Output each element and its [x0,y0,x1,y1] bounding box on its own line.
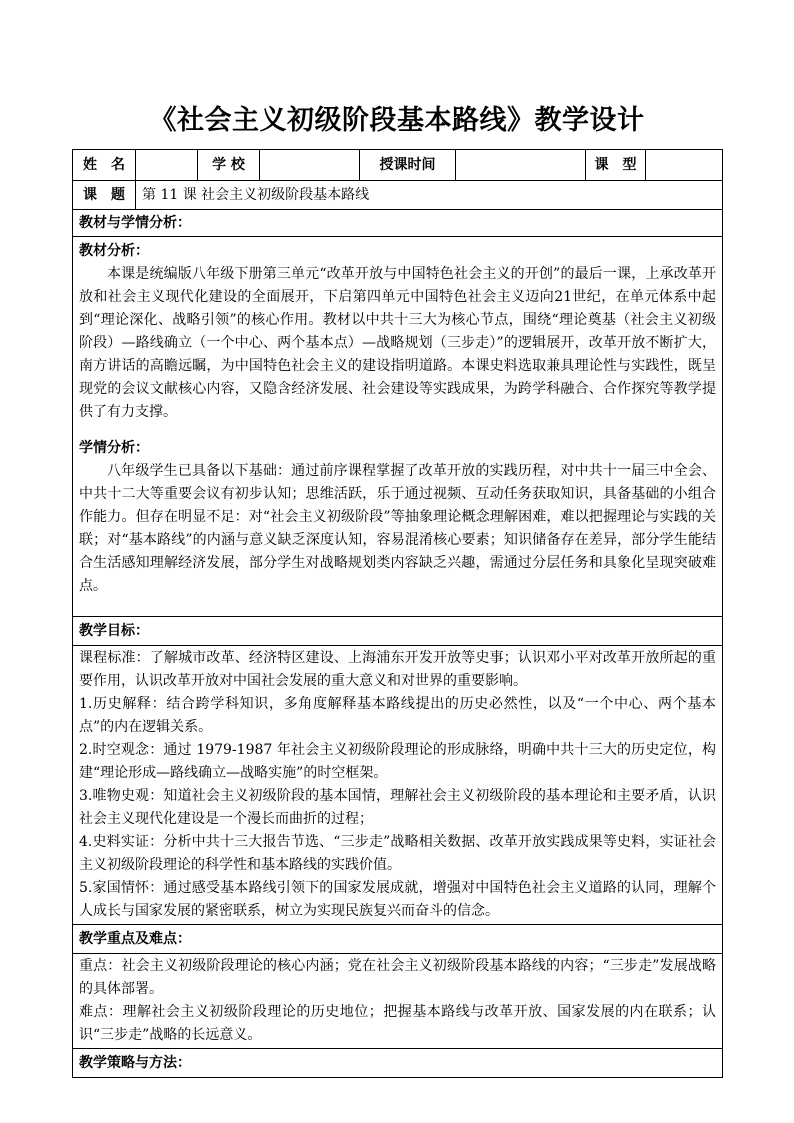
keypoints-heading-row [73,925,723,954]
name-value [136,150,198,181]
objective-patriotism: 5.家国情怀：通过感受基本路线引领下的国家发展成就，增强对中国特色社会主义道路的认同，理解个人成长与国家发展的紧密联系，树立为实现民族复兴而奋斗的信念。 [79,880,716,919]
material-analysis-text: 本课是统编版八年级下册第三单元“改革开放与中国特色社会主义的开创”的最后一课，上承改革开放和社会主义现代化建设的全面展开，下启第四单元中国特色社会主义迈向21世纪，在单元体系中起到“理论深化、战略引领”的核心作用。教材以中共十三大为核心节点，围绕“理论奠基（社会主义初级阶段）—路线确立（一个中心、两个基本点）—战略规划（三步走）”的逻辑展开，改革开放不断扩大，南方讲话的高瞻远瞩，为中国特色社会主义的建设指明道路。本课史料选取兼具理论性与实践性，既呈现党的会议文献核心内容，又隐含经济发展、社会建设等实践成果，为跨学科融合、合作探究等教学提供了有力支撑。 [79,266,716,420]
key-point-difficulty: 难点：理解社会主义初级阶段理论的历史地位；把握基本路线与改革开放、国家发展的内在联系；认识“三步走”战略的长远意义。 [79,1004,716,1043]
keypoints-heading: 教学重点及难点： [73,925,723,954]
school-value [260,150,360,181]
student-analysis-text: 八年级学生已具备以下基础：通过前序课程掌握了改革开放的实践历程，对中共十一届三中全会、中共十二大等重要会议有初步认知；思维活跃，乐于通过视频、互动任务获取知识，具备基础的小组合作能力。但存在明显不足：对“社会主义初级阶段”等抽象理论概念理解困难，难以把握理论与实践的关联；对“基本路线”的内涵与意义缺乏深度认知，容易混淆核心要素；知识储备存在差异，部分学生能结合生活感知理解经济发展，部分学生对战略规划类内容缺乏兴趣，需通过分层任务和具象化呈现突破难点。 [79,463,716,594]
objective-materialism: 3.唯物史观：知道社会主义初级阶段的基本国情，理解社会主义初级阶段的基本理论和主要矛盾，认识社会主义现代化建设是一个漫长而曲折的过程； [79,788,716,827]
student-analysis-label: 学情分析： [79,440,149,456]
lesson-row [73,181,723,210]
analysis-heading-row [73,210,723,237]
lesson-topic-label: 课 题 [73,181,136,210]
name-label: 姓 名 [73,150,136,181]
analysis-heading: 教材与学情分析： [73,210,723,237]
keypoints-content-row [73,954,723,1049]
header-row [73,150,723,181]
material-analysis-label: 教材分析： [79,243,149,259]
teaching-time-value [456,150,586,181]
lesson-plan-table [72,149,723,1078]
strategy-heading: 教学策略与方法： [73,1049,723,1078]
objectives-heading: 教学目标： [73,617,723,646]
keypoints-content [73,954,723,1049]
teaching-time-label: 授课时间 [360,150,456,181]
objective-evidence: 4.史料实证：分析中共十三大报告节选、“三步走”战略相关数据、改革开放实践成果等史料，实证社会主义初级阶段理论的科学性和基本路线的实践价值。 [79,834,716,873]
school-label: 学 校 [198,150,260,181]
objective-standard: 课程标准：了解城市改革、经济特区建设、上海浦东开发开放等史事；认识邓小平对改革开放所起的重要作用，认识改革开放对中国社会发展的重大意义和对世界的重要影响。 [79,650,716,689]
objective-history-interpretation: 1.历史解释：结合跨学科知识，多角度解释基本路线提出的历史必然性，以及“一个中心、两个基本点”的内在逻辑关系。 [79,696,716,735]
analysis-content-row [73,237,723,617]
lesson-type-value [646,150,723,181]
lesson-type-label: 课 型 [586,150,646,181]
key-point-focus: 重点：社会主义初级阶段理论的核心内涵；党在社会主义初级阶段基本路线的内容；“三步走”发展战略的具体部署。 [79,958,716,997]
strategy-heading-row [73,1049,723,1078]
objectives-heading-row [73,617,723,646]
analysis-content [73,237,723,617]
objectives-content-row [73,646,723,925]
lesson-topic-value: 第 11 课 社会主义初级阶段基本路线 [136,181,723,210]
document-title: 《社会主义初级阶段基本路线》教学设计 [149,105,645,136]
objectives-content [73,646,723,925]
objective-spatiotemporal: 2.时空观念：通过 1979-1987 年社会主义初级阶段理论的形成脉络，明确中共十三大的历史定位，构建“理论形成—路线确立—战略实施”的时空框架。 [79,742,716,781]
